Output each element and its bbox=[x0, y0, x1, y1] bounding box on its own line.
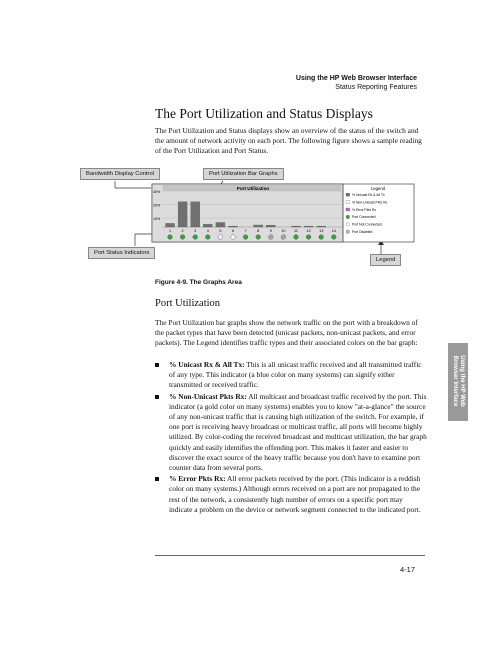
port-label: 9 bbox=[269, 229, 272, 233]
port-label: 3 bbox=[194, 229, 197, 233]
bullet-square-icon bbox=[155, 477, 159, 481]
bar-port-1 bbox=[166, 223, 175, 227]
bullet-square-icon bbox=[155, 395, 159, 399]
bar-port-9 bbox=[266, 225, 275, 227]
figure-caption: Figure 4-9. The Graphs Area bbox=[155, 279, 242, 286]
legend-swatch bbox=[346, 193, 350, 196]
port-label: 5 bbox=[219, 229, 222, 233]
port-status-indicator bbox=[332, 235, 337, 240]
port-label: 13 bbox=[319, 229, 324, 233]
port-status-indicator bbox=[218, 235, 223, 240]
port-label: 4 bbox=[206, 229, 209, 233]
bar-port-2 bbox=[178, 202, 187, 227]
port-status-indicator bbox=[193, 235, 198, 240]
section-title: The Port Utilization and Status Displays bbox=[155, 106, 373, 121]
legend-title: Legend bbox=[371, 186, 385, 191]
bullet-term: % Unicast Rx & All Tx: bbox=[169, 360, 245, 369]
subsection-title: Port Utilization bbox=[155, 298, 221, 309]
list-item bbox=[155, 474, 427, 515]
bar-port-8 bbox=[254, 225, 263, 227]
running-header-title: Using the HP Web Browser Interface bbox=[295, 75, 417, 82]
bar-port-12 bbox=[304, 226, 313, 227]
scale-label: 25% bbox=[153, 203, 161, 208]
list-item bbox=[155, 392, 427, 474]
callout-legend: Legend bbox=[370, 254, 401, 266]
port-status-indicator bbox=[206, 235, 211, 240]
legend-item: Port Not Connected bbox=[352, 222, 382, 227]
footer-rule bbox=[155, 555, 425, 556]
scale-label: 40% bbox=[153, 190, 161, 194]
port-status-indicator bbox=[168, 235, 173, 240]
bar-port-8 bbox=[254, 224, 263, 225]
running-header-subtitle: Status Reporting Features bbox=[335, 84, 417, 91]
scale-label: 10% bbox=[153, 217, 161, 221]
legend-item: Port Disabled bbox=[352, 230, 373, 234]
port-status-indicator bbox=[294, 235, 299, 240]
graphs-area-figure bbox=[75, 176, 415, 256]
bar-port-3 bbox=[191, 202, 200, 227]
bullet-text: All error packets received by the port. (This indicator is a reddish color on many systems.) Although errors received on a port are not propagated to the rest of the network, a consistently high number of errors on a specific port may indicate a problem on the device or network segment connected to the indicated port. bbox=[169, 474, 421, 514]
bullet-list bbox=[155, 360, 427, 516]
legend-item: % Non-Unicast Pkts Rx bbox=[352, 200, 388, 205]
bar-port-6 bbox=[229, 226, 238, 227]
page-number: 4-17 bbox=[399, 565, 415, 574]
bar-port-11 bbox=[292, 226, 301, 227]
port-status-indicator bbox=[231, 235, 236, 240]
port-status-indicator bbox=[256, 235, 261, 240]
bullet-text: All multicast and broadcast traffic received by the port. This indicator (a gold color on many systems) enables you to know "at-a-glance" the source of any non-unicast traffic that is causing high utilization of the switch. For example, if one port is receiving heavy broadcast or multicast traffic, all ports will become highly utilized. By color-coding the received broadcast and multicast utilization, the bar graph quickly and easily identifies the offending port. This makes it faster and easier to discover the exact source of the heavy traffic because you don't have to examine port counter data from several ports. bbox=[169, 391, 427, 473]
port-label: 11 bbox=[294, 229, 298, 233]
intro-paragraph: The Port Utilization and Status displays show an overview of the status of the switch and the amount of network activity on each port. The following figure shows a sample reading of the Port Utilization and Port Status. bbox=[155, 126, 422, 155]
body-paragraph: The Port Utilization bar graphs show the network traffic on the port with a breakdown of the packet types that have been detected (unicast packets, non-unicast packets, and error packets). The Legend identifies traffic types and their associated colors on the bar graph: bbox=[155, 318, 418, 347]
callout-port-utilization-bar-graphs: Port Utilization Bar Graphs bbox=[203, 168, 284, 180]
legend-item: Port Connected bbox=[352, 215, 376, 220]
port-label: 2 bbox=[181, 229, 184, 233]
port-label: 6 bbox=[231, 229, 235, 233]
bullet-term: % Non-Unicast Pkts Rx: bbox=[169, 391, 247, 401]
port-status-indicator bbox=[306, 235, 311, 240]
port-label: 14 bbox=[331, 229, 336, 233]
legend-item: % Unicast Rx & All Tx bbox=[352, 193, 385, 197]
port-status-indicator bbox=[180, 235, 185, 240]
legend-item: % Error Pkts Rx bbox=[352, 207, 377, 212]
legend-swatch bbox=[346, 230, 350, 234]
legend-swatch bbox=[346, 223, 350, 227]
bar-port-5 bbox=[216, 223, 225, 228]
bar-port-13 bbox=[317, 226, 326, 227]
bullet-text: This is all unicast traffic received and all transmitted traffic of any type. This indicator (a blue color on many systems) can signify either transmitted or received traffic. bbox=[169, 360, 422, 390]
port-status-indicator bbox=[243, 235, 248, 240]
chapter-side-tab-label: Using the HP Web Browser Interface bbox=[452, 355, 465, 407]
callout-bandwidth-display-control: Bandwidth Display Control bbox=[80, 168, 160, 180]
chart-title: Port Utilization bbox=[236, 186, 270, 191]
port-label: 7 bbox=[244, 229, 247, 233]
legend-swatch bbox=[346, 208, 350, 211]
bullet-term: % Error Pkts Rx: bbox=[169, 474, 226, 484]
bar-port-4 bbox=[203, 224, 212, 227]
callout-port-status-indicators: Port Status Indicators bbox=[88, 247, 155, 259]
legend-swatch bbox=[346, 201, 350, 204]
port-label: 12 bbox=[306, 229, 311, 233]
bullet-square-icon bbox=[155, 363, 159, 367]
legend-swatch bbox=[346, 215, 350, 219]
port-status-indicator bbox=[319, 235, 324, 240]
port-label: 8 bbox=[257, 229, 260, 233]
port-label: 10 bbox=[281, 229, 286, 233]
port-label: 1 bbox=[168, 229, 172, 233]
list-item bbox=[155, 360, 427, 391]
